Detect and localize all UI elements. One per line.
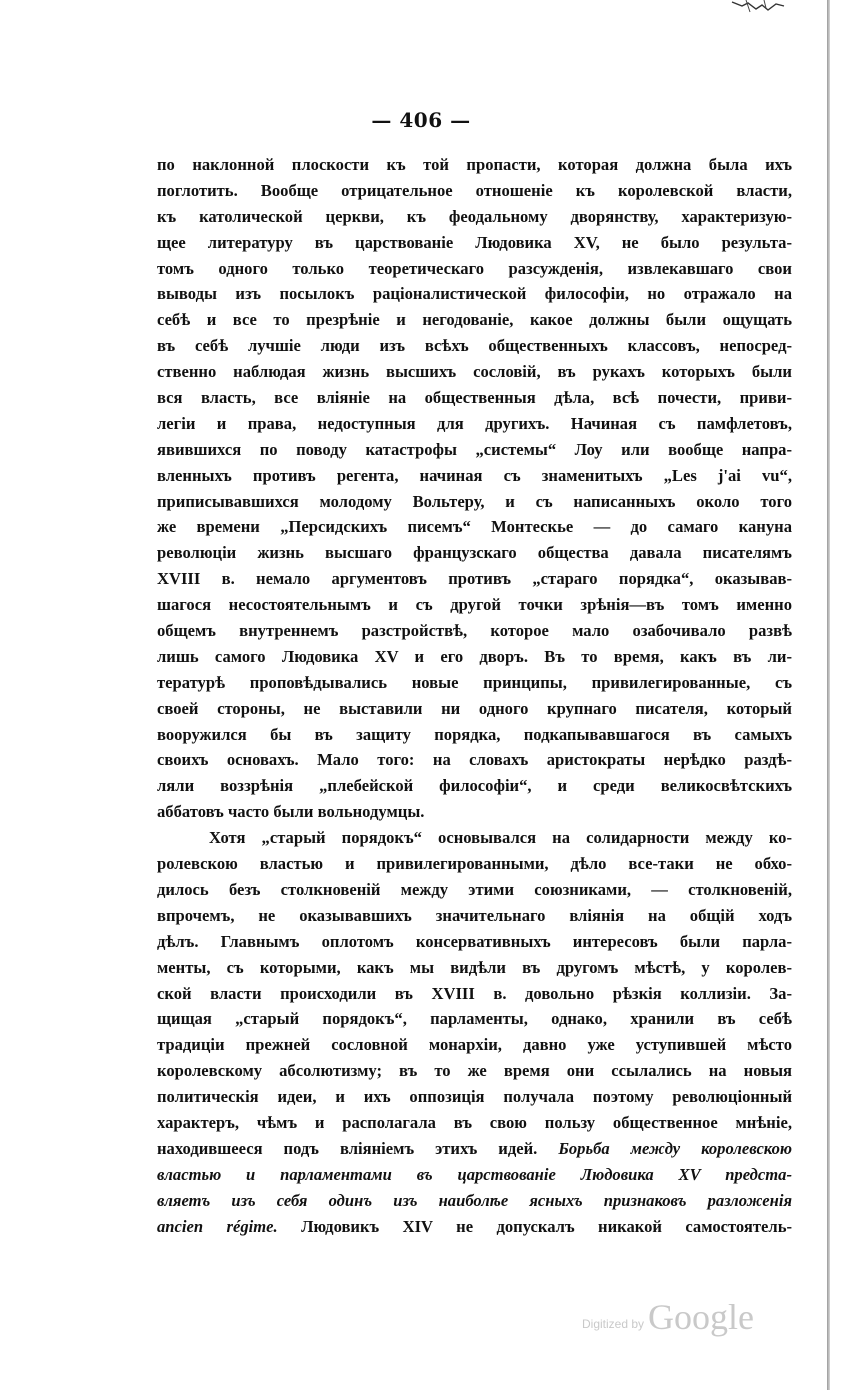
watermark-logo-text: Google (648, 1297, 755, 1337)
text-line: лишь самого Людовика XV и его дворъ. Въ то время, какъ въ ли- (157, 646, 792, 666)
text-line: вооружился бы въ защиту порядка, подкапывавшагося въ самыхъ (157, 724, 792, 744)
text-line: выводы изъ посылокъ раціоналистической философіи, но отражало на (157, 284, 792, 304)
text-line: дилось безъ столкновеній между этими союзниками, — столкновеній, (157, 879, 792, 899)
text-line: приписывавшихся молодому Вольтеру, и съ написанныхъ около того (157, 491, 792, 511)
text-line: легіи и права, недоступныя для другихъ. Начиная съ памфлетовъ, (157, 413, 792, 433)
text-line: дѣлъ. Главнымъ оплотомъ консервативныхъ интересовъ были парла- (157, 931, 792, 951)
text-line (157, 1214, 792, 1240)
text-line: политическія идеи, и ихъ оппозиція получала поэтому революціонный (157, 1087, 792, 1107)
text-line: ролевскою властью и привилегированными, дѣло все-таки не обхо- (157, 854, 792, 874)
text-line: томъ одного только теоретическаго разсужденія, извлекавшаго свои (157, 258, 792, 278)
watermark-small-text: Digitized by (582, 1317, 645, 1331)
text-run: находившееся подъ вліяніемъ этихъ идей. (157, 1138, 538, 1158)
page-edge-shadow (827, 0, 830, 1390)
text-run: Людовикъ XIV не допускалъ никакой самостоятель- (301, 1216, 792, 1236)
text-line: XVIII в. немало аргументовъ противъ „стараго порядка“, оказывав- (157, 569, 792, 589)
scan-artifact-mark (728, 0, 788, 14)
body-text (157, 152, 792, 1239)
text-line: ственно наблюдая жизнь высшихъ сословій, въ рукахъ которыхъ были (157, 362, 792, 382)
text-line: тературѣ проповѣдывались новые принципы, привилегированные, съ (157, 672, 792, 692)
digitized-watermark (582, 1293, 754, 1337)
text-line: вся власть, все вліяніе на общественныя дѣла, всѣ почести, приви- (157, 388, 792, 408)
text-line: королевскому абсолютизму; въ то же время они ссылались на новыя (157, 1061, 792, 1081)
text-line: впрочемъ, не оказывавшихъ значительнаго вліянія на общій ходъ (157, 905, 792, 925)
text-line: въ себѣ лучшіе люди изъ всѣхъ общественныхъ классовъ, непосред- (157, 336, 792, 356)
text-line: общемъ внутреннемъ разстройствѣ, которое мало озабочивало развѣ (157, 621, 792, 641)
text-line: явившихся по поводу катастрофы „системы“ Лоу или вообще напра- (157, 439, 792, 459)
text-line: по наклонной плоскости къ той пропасти, которая должна была ихъ (157, 155, 792, 174)
text-line: щищая „старый порядокъ“, парламенты, однако, хранили въ себѣ (157, 1009, 792, 1029)
text-line: своихъ основахъ. Мало того: на словахъ аристократы нерѣдко раздѣ- (157, 750, 792, 770)
italic-run: ancien régime. (157, 1216, 278, 1236)
text-line: ской власти происходили въ XVIII в. довольно рѣзкія коллизіи. За- (157, 983, 792, 1003)
text-line (157, 1162, 792, 1188)
text-line: же времени „Персидскихъ писемъ“ Монтескье — до самаго кануна (157, 517, 792, 537)
text-line: аббатовъ часто были вольнодумцы. (157, 802, 425, 822)
text-line: Хотя „старый порядокъ“ основывался на солидарности между ко- (209, 828, 792, 848)
text-line: вленныхъ противъ регента, начиная съ знаменитыхъ „Les j'ai vu“, (157, 465, 792, 485)
italic-run: вляетъ изъ себя одинъ изъ наиболѣе ясныхъ признаковъ разложенія (157, 1190, 792, 1210)
italic-run: властью и парламентами въ царствованіе Людовика XV предста- (157, 1164, 792, 1184)
text-line (157, 1136, 792, 1162)
text-line: поглотить. Вообще отрицательное отношеніе къ королевской власти, (157, 180, 792, 200)
text-line: своей стороны, не выставили ни одного крупнаго писателя, который (157, 698, 792, 718)
text-line: ляли воззрѣнія „плебейской философіи“, и среди великосвѣтскихъ (157, 776, 792, 796)
text-line: себѣ и все то презрѣніе и негодованіе, какое должны были ощущать (157, 310, 792, 330)
text-line: шагося несостоятельнымъ и съ другой точки зрѣнія—въ томъ именно (157, 595, 792, 615)
text-line (157, 1188, 792, 1214)
text-line: революціи жизнь высшаго французскаго общества давала писателямъ (157, 543, 792, 563)
italic-run: Борьба между королевскою (558, 1138, 792, 1158)
text-line: менты, съ которыми, какъ мы видѣли въ другомъ мѣстѣ, у королев- (157, 957, 792, 977)
text-line: къ католической церкви, къ феодальному дворянству, характеризую- (157, 206, 792, 226)
text-line: характеръ, чѣмъ и располагала въ свою пользу общественное мнѣніе, (157, 1112, 792, 1132)
page-number: — 406 — (371, 108, 471, 132)
text-line: щее литературу въ царствованіе Людовика XV, не было результа- (157, 232, 792, 252)
text-line: традиціи прежней сословной монархіи, давно уже уступившей мѣсто (157, 1035, 792, 1055)
